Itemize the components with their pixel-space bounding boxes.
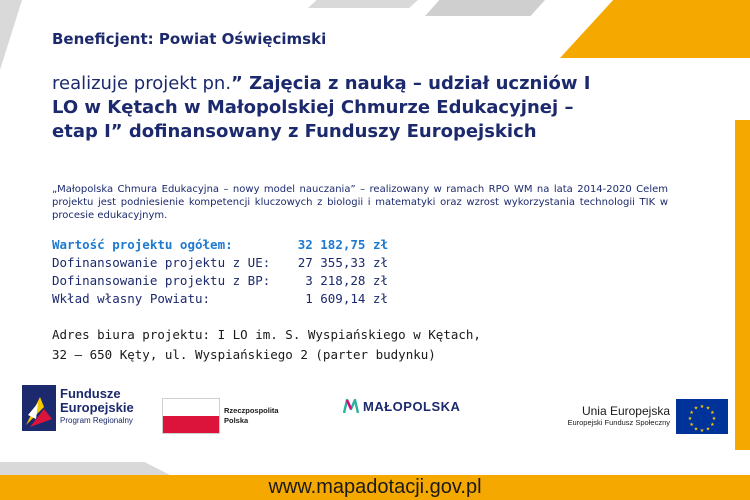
financing-label: Wkład własny Powiatu: [52, 291, 211, 306]
svg-text:★: ★ [699, 404, 705, 410]
eu-logo-line1: Unia Europejska [581, 404, 670, 418]
eu-flag-icon [676, 399, 728, 434]
top-orange-band [560, 0, 750, 58]
financing-value: 3 218,28 zł [305, 273, 388, 288]
financing-label: Dofinansowanie projektu z UE: [52, 255, 271, 270]
svg-text:★: ★ [710, 410, 715, 416]
malopolska-logo-text: MAŁOPOLSKA [363, 399, 461, 414]
svg-text:★: ★ [693, 405, 699, 412]
svg-text:★: ★ [705, 405, 711, 412]
financing-value: 32 182,75 zł [297, 237, 388, 252]
eu-logo-text [530, 404, 670, 428]
poland-logo-text [224, 406, 294, 426]
eu-logo-line2: Europejski Fundusz Społeczny [567, 418, 670, 427]
footer-url: www.mapadotacji.gov.pl [268, 476, 482, 498]
svg-text:★: ★ [689, 410, 694, 416]
bottom-gray-stripe [0, 462, 170, 475]
svg-text:★: ★ [705, 426, 711, 433]
svg-text:★: ★ [689, 422, 694, 428]
svg-text:★: ★ [687, 416, 693, 422]
svg-text:★: ★ [699, 428, 705, 434]
left-gray-corner [0, 0, 22, 70]
malopolska-m-icon [343, 398, 359, 414]
funds-star-icon [22, 385, 56, 431]
top-gray-stripe-2 [425, 0, 545, 16]
address-line-1: Adres biura projektu: I LO im. S. Wyspiańskiego w Kętach, [52, 327, 481, 342]
svg-text:★: ★ [693, 426, 699, 433]
financing-row-eu [52, 254, 388, 272]
project-title [52, 72, 612, 144]
financing-label: Dofinansowanie projektu z BP: [52, 273, 271, 288]
financing-table [52, 236, 388, 308]
svg-text:★: ★ [710, 422, 715, 428]
project-lead-text: realizuje projekt pn. [52, 73, 232, 94]
poland-flag-icon [162, 398, 220, 434]
financing-value: 1 609,14 zł [305, 291, 388, 306]
financing-row-own [52, 290, 388, 308]
funds-logo-text [60, 387, 134, 425]
address-line-2: 32 – 650 Kęty, ul. Wyspiańskiego 2 (parter budynku) [52, 347, 436, 362]
top-gray-stripe [308, 0, 418, 8]
financing-row-total [52, 236, 388, 254]
beneficiary-heading: Beneficjent: Powiat Oświęcimski [52, 30, 327, 48]
funds-logo-line3: Program Regionalny [60, 416, 133, 425]
financing-value: 27 355,33 zł [297, 255, 388, 270]
poland-logo-line1: Rzeczpospolita [224, 406, 279, 415]
financing-label: Wartość projektu ogółem: [52, 237, 233, 252]
project-office-address [52, 325, 481, 365]
project-name: ” Zajęcia z nauką – udział uczniów I LO w Kętach w Małopolskiej Chmurze Edukacyjnej – etap I” dofinansowany z Funduszy Europejskich [52, 73, 591, 142]
financing-row-bp [52, 272, 388, 290]
logo-strip [0, 380, 750, 440]
funds-logo-line2: Europejskie [60, 400, 134, 415]
poland-logo-line2: Polska [224, 416, 249, 425]
project-description: „Małopolska Chmura Edukacyjna – nowy model nauczania” – realizowany w ramach RPO WM na lata 2014-2020 Celem projektu jest podniesienie kompetencji kluczowych z biologii i matematyki oraz wzrost wykorzystania technologii TIK w procesie edukacyjnym. [52, 184, 668, 221]
svg-text:★: ★ [711, 416, 717, 422]
funds-logo-line1: Fundusze [60, 386, 121, 401]
